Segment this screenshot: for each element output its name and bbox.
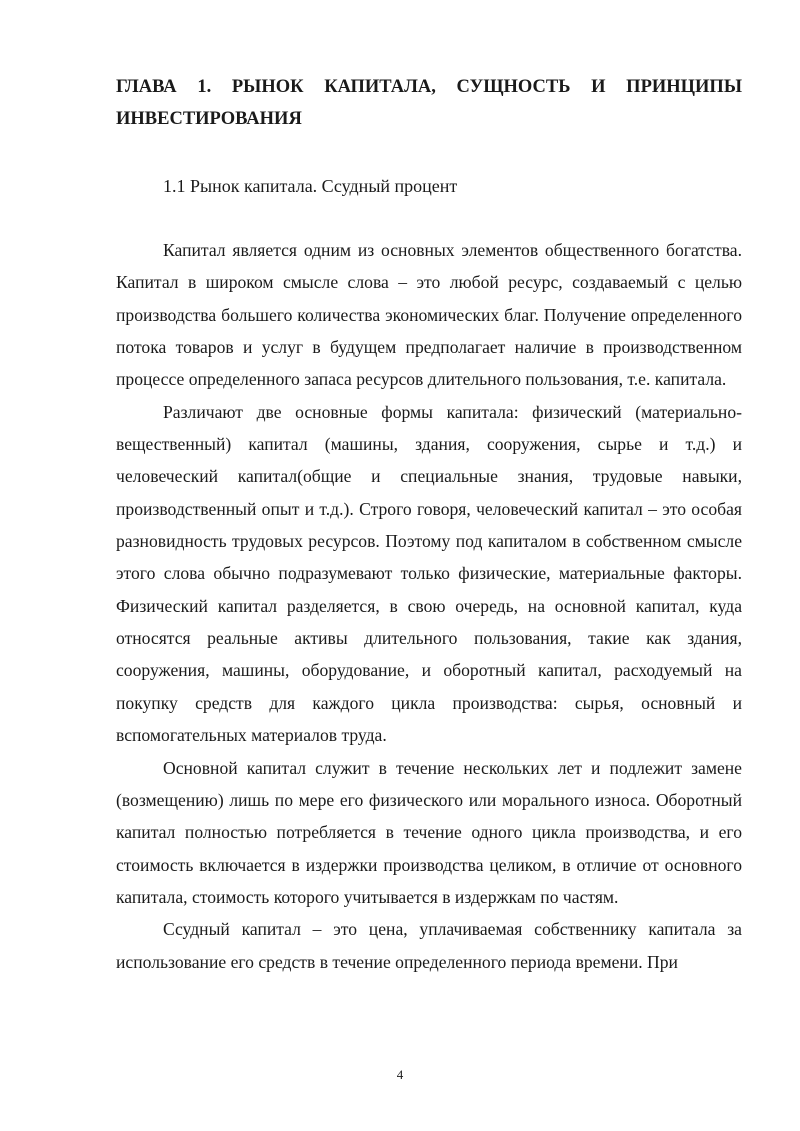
chapter-title: ГЛАВА 1. РЫНОК КАПИТАЛА, СУЩНОСТЬ И ПРИНЦИПЫ ИНВЕСТИРОВАНИЯ [116, 77, 742, 129]
paragraph: Основной капитал служит в течение нескольких лет и подлежит замене (возмещению) лишь по мере его физического или морального износа. Оборотный капитал полностью потребляется в течение одного цикла производства, и его стоимость включается в издержки производства целиком, в отличие от основного капитала, стоимость которого учитывается в издержкам по частям. [116, 757, 742, 907]
section-title: 1.1 Рынок капитала. Ссудный процент [163, 176, 458, 196]
paragraph: Капитал является одним из основных элементов общественного богатства. Капитал в широком смысле слова – это любой ресурс, создаваемый с целью производства большего количества экономических благ. Получение определенного потока товаров и услуг в будущем предполагает наличие в производственном процессе определенного запаса ресурсов длительного пользования, т.е. капитала. [116, 240, 742, 390]
page-number: 4 [396, 1067, 404, 1082]
paragraph: Различают две основные формы капитала: физический (материально-вещественный) капитал (машины, здания, сооружения, сырье и т.д.) и человеческий капитал(общие и специальные знания, трудовые навыки, производственный опыт и т.д.). Строго говоря, человеческий капитал – это особая разновидность трудовых ресурсов. Поэтому под капиталом в собственном смысле этого слова обычно подразумевают только физические, материальные факторы. Физический капитал разделяется, в свою очередь, на основной капитал, куда относятся реальные активы длительного пользования, такие как здания, сооружения, машины, оборудование, и оборотный капитал, расходуемый на покупку средств для каждого цикла производства: сырья, основный и вспомогательных материалов труда. [116, 401, 742, 746]
body-text [116, 234, 742, 978]
paragraph: Ссудный капитал – это цена, уплачиваемая собственнику капитала за использование его средств в течение определенного периода времени. При [116, 919, 742, 972]
